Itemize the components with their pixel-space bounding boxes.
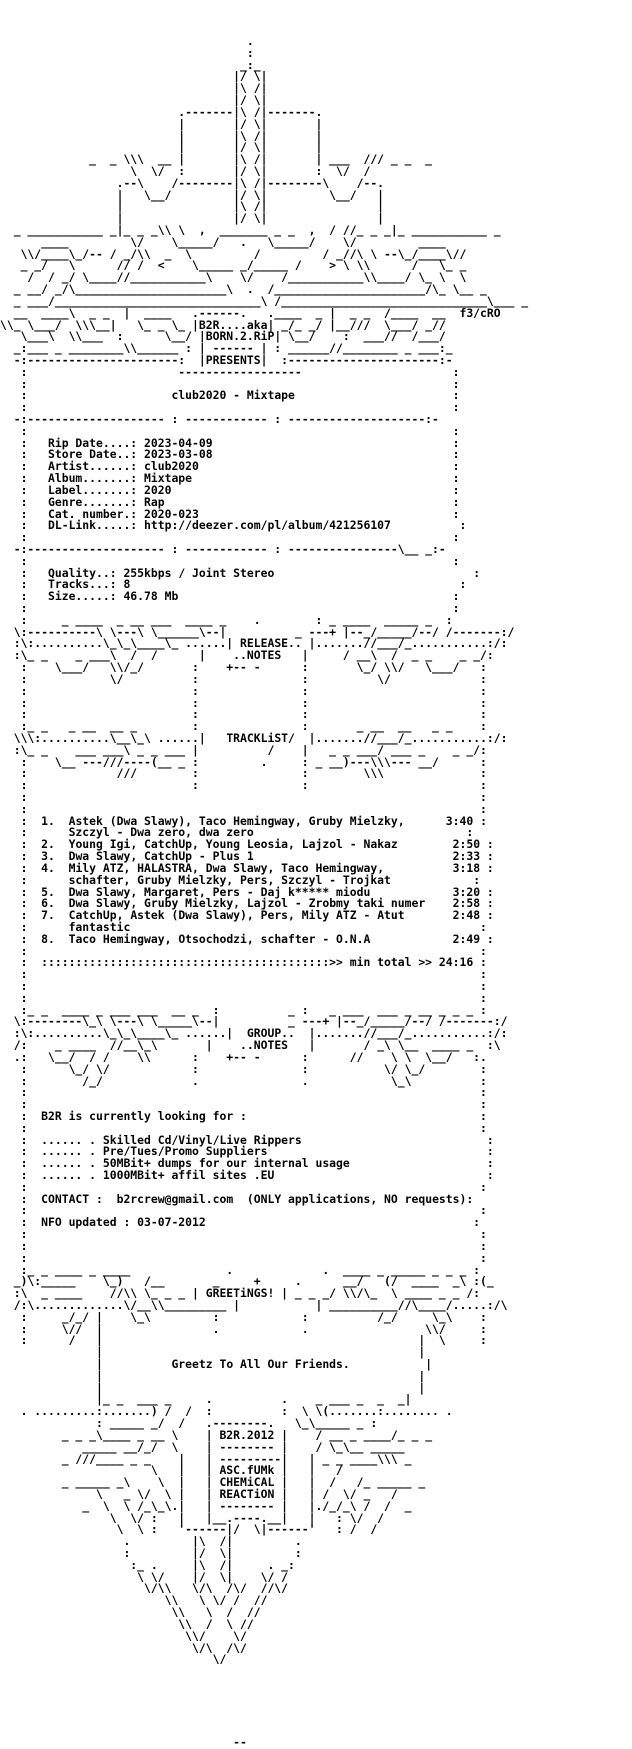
label-value: 2020	[144, 482, 172, 497]
track-row: : 7. CatchUp, Astek (Dwa Slawy), Pers, Mily ATZ - Atut 2:48 :	[0, 908, 494, 923]
ascii-art-line: |/ \|	[0, 93, 268, 108]
cat-number-value: 2020-023	[144, 506, 199, 521]
track-title: Dwa Slawy, CatchUp - Plus 1	[68, 849, 254, 864]
looking-for-text: B2R is currently looking for :	[41, 1108, 247, 1123]
want-item: 50MBit+ dumps for our internal usage	[102, 1156, 350, 1171]
track-time: 3:20	[452, 884, 481, 899]
ascii-art-line: .-------|\ /|-------.	[0, 104, 323, 119]
album-value: Mixtape	[144, 471, 193, 486]
track-row: : 5. Dwa Slawy, Margaret, Pers - Daj k***** miodu 3:20 :	[0, 884, 494, 899]
ascii-art-line: |\ /|	[0, 81, 268, 96]
ascii-art-line: _ ___/______________________________\ /______________________________\___ _	[0, 293, 529, 308]
contact-note: (ONLY applications, NO requests)	[246, 1191, 467, 1206]
ascii-art-line: \ \/ : |/ \| : \/ /	[0, 163, 371, 178]
presents-label: PRESENTS	[205, 352, 261, 367]
ascii-art-line: ____ \/ \_____/ . \_____/ \/ ____	[0, 234, 446, 249]
ascii-art-line: : ------------------ :	[0, 364, 460, 379]
track-number: 4.	[41, 860, 55, 875]
ascii-art-line: .	[0, 36, 254, 48]
track-number: 7.	[41, 908, 55, 923]
rip-date-value: 2023-04-09	[144, 435, 213, 450]
ascii-art-line: \\/____\_/-- / _/\\ _ \ / / _//\ \ --\_/____\//	[0, 246, 467, 261]
want-item: Pre/Tues/Promo Suppliers	[102, 1144, 268, 1159]
ascii-art-line: _ _ \\\ __ | |\ /| | ___ /// _ _ _	[0, 152, 433, 167]
footer-line-2: ASC.fUMk	[219, 1463, 275, 1478]
ascii-art-line: :	[0, 45, 254, 60]
track-row-cont: : schafter, Gruby Mielzky, Pers, Szczyl - Trojkat :	[0, 872, 481, 887]
track-time: 2:48	[452, 908, 481, 923]
contact-email[interactable]: b2rcrew@gmail.com	[116, 1191, 234, 1206]
track-title: Mily ATZ, HALASTRA, Dwa Slawy, Taco Hemingway,	[68, 860, 385, 875]
release-notes-label-1: RELEASE..	[240, 636, 302, 651]
track-number: 5.	[41, 884, 55, 899]
ascii-art-line: | |\ /| |	[0, 128, 323, 143]
track-time: 2:33	[452, 849, 481, 864]
ascii-art-line: | |\ /| |	[0, 199, 385, 214]
track-number: 6.	[41, 896, 55, 911]
track-title-cont: schafter, Gruby Mielzky, Pers, Szczyl - Trojkat	[68, 872, 391, 887]
ascii-art-line: | |/ \| |	[0, 116, 323, 131]
ascii-art-line: | |/ \| |	[0, 140, 323, 155]
track-time: 3:18	[452, 860, 481, 875]
track-title-cont: Szczyl - Dwa zero, dwa zero	[68, 825, 254, 840]
ascii-art-line: / / _/ \____//___________\ \/ /___________\\____/ \_ \ \	[0, 270, 467, 285]
nfo-updated-date: 03-07-2012	[137, 1215, 206, 1230]
track-row: : 2. Young Igi, CatchUp, Young Leosia, Lajzol - Nakaz 2:50 :	[0, 837, 494, 852]
store-date-value: 2023-03-08	[144, 447, 213, 462]
track-row: : 3. Dwa Slawy, CatchUp - Plus 1 2:33 :	[0, 849, 494, 864]
track-number: 2.	[41, 837, 55, 852]
dl-link-value[interactable]: http://deezer.com/pl/album/421256107	[144, 518, 391, 533]
ascii-art-line: _ __/ _/\______________________\ . /______________________/\_ \__ _	[0, 282, 487, 297]
group-notes-label-2: ..NOTES	[240, 1038, 289, 1053]
track-title: Taco Hemingway, Otsochodzi, schafter - O.N.A	[68, 931, 371, 946]
track-title: Dwa Slawy, Gruby Mielzky, Lajzol - Zrobmy taki numer	[68, 896, 426, 911]
genre-value: Rap	[144, 494, 165, 509]
ascii-art-line: | \__/ |/ \| \__/ |	[0, 187, 385, 202]
ascii-art-line: -:----------------------: |PRESENTS| :----------------------:-	[0, 352, 453, 367]
ascii-art-line: _:_	[0, 57, 261, 72]
greetz-text: Greetz To All Our Friends.	[171, 1357, 350, 1371]
track-title-cont: fantastic	[68, 919, 131, 934]
total-time-row: : ::::::::::::::::::::::::::::::::::::::::::>> min total >> 24:16 :	[0, 955, 487, 970]
group-header-line2: BORN.2.RiP	[205, 329, 275, 344]
track-row: : 1. Astek (Dwa Slawy), Taco Hemingway, Gruby Mielzky, 3:40 :	[0, 813, 487, 828]
footer-line-3: CHEMiCAL	[219, 1475, 275, 1490]
track-row-cont: : Szczyl - Dwa zero, dwa zero :	[0, 825, 474, 840]
quality-value: 255kbps / Joint Stereo	[123, 565, 275, 580]
track-row: : 6. Dwa Slawy, Gruby Mielzky, Lajzol - Zrobmy taki numer 2:58 :	[0, 896, 494, 911]
track-title: Dwa Slawy, Margaret, Pers - Daj k***** miodu	[68, 884, 371, 899]
nfo-document: . : _:_ |/ \| |\ /| |/ \| .-------|\ /|-------. | |/ \| | | |\ /| | | |/ \| | _ _ \\\ __ | |\ /| | ___ /// _ _ _ \ \/ : |/ \| : \/ / .--\ /--------|\ /|--------\ /--. | \__/ |/ \| \__/ | | |\ /| | | |/ \| | _ ___________ _|_ _ _\\ \ , _______ _ _ , / //_ _ _|_ ___________ _ ____ \/ \_____/ . \_____/ \/ ____ \\/____\_/-- / _/\\ _ \ / / _//\ \ --\_/____\// _ _/ \ // / < \_____ _/_____ / > \ \\ / \_ _ / / _/ \____//___________\ \/ /___________\\____/ \_ \ \ _ __/ _/\______________________\ . /______________________/\_ \__ _ _ ___/______________________________\ /______________________________\___ _ __ ____\ _ _ | ____ .------. .____ _ | _ _ /____ __ f3/cRO \\_ \___/ \\\__| \_ _ \_ |B2R....aka| _/_ _/ |__/// \___/ _// \___\ \\___ : \__/ |BORN.2.RiP| \__/ : ___// /___/ _:___ _ ________\\______ : | ------ | : ______//________ _ ___:_ -:----------------------: |PRESENTS| :----------------------:- : ------------------ : : : : club2020 - Mixtape : : : -:-------------------- : ------------ : --------------------:- : : : Rip Date....: 2023-04-09 : : Store Date..: 2023-03-08 : : Artist......: club2020 : : Album.......: Mixtape : : Label.......: 2020 : : Genre.......: Rap : : Cat. number.: 2020-023 : : DL-Link.....: http://deezer.com/pl/album/421256107 : : : -:-------------------- : ------------ : ----------------\__ _:- : : : Quality..: 255kbps / Joint Stereo : : Tracks...: 8 : : Size.....: 46.78 Mb : : : : _ ____ _ __ ___ ____ _ . : _ ____ _____ _ : \:----------\ \---\ \______\--| _ ---+ |--_/_____/--/ /-------:/ :\:..........\_\_\____\_ ......| RELEASE.. |.......//___/_...........:/: :\_ _ _ ___\ / / | ..NOTES | / __\ / _ _ _ _/: : \___/ \\/_/ : +-- - : \_/ \\/ \___/ : : \/ : : \/ : : : : : : : : : : : : : :_ _ _ __ __ _ : : _ __ __ _ _ : \\\:..........\__\_\ ......| TRACKLiST/ |.......//___/_...........:/: :\_ _ ___ ___\ _ _ ___ | / | _ _ ___/ ___ _ _ _/: : \__ ---///----(__ _ : . : _ __)---\\\--- __/ : : /// : : \\\ : : : : : : : : : : 1. Astek (Dwa Slawy), Taco Hemingway, Gruby Mielzky, 3:40 : : Szczyl - Dwa zero, dwa zero : : 2. Young Igi, CatchUp, Young Leosia, Lajzol - Nakaz 2:50 : : 3. Dwa Slawy, CatchUp - Plus 1 2:33 : : 4. Mily ATZ, HALASTRA, Dwa Slawy, Taco Hemingway, 3:18 : : schafter, Gruby Mielzky, Pers, Szczyl - Trojkat : : 5. Dwa Slawy, Margaret, Pers - Daj k***** miodu 3:20 : : 6. Dwa Slawy, Gruby Mielzky, Lajzol - Zrobmy taki numer 2:58 : : 7. CatchUp, Astek (Dwa Slawy), Pers, Mily ATZ - Atut 2:48 : : fantastic : : 8. Taco Hemingway, Otsochodzi, schafter - O.N.A 2:49 : : : : ::::::::::::::::::::::::::::::::::::::::::>> min total >> 24:16 : : : : : : : :_ _ ____ _ ___ ___ __ _ : _ : _ ___ ___ _ __ _ _ _ : \:--------\_\ \---\ \_____\--| _ ---+ |--_/_____/--/ /-------:/ :\:..........\_\_\____\_ ......| GROUP.. |.......//___/_...........:/: /: _ ____ //__\_\ | ..NOTES | / _\ \__ ____ _ :\ .: \__/ / / \\ : +-- - : // \ \ \__/ :. : \_/ \/ : : \/ \_/ : : /_/ . . \_\ : : : : : : B2R is currently looking for : : : : : ...... . Skilled Cd/Vinyl/Live Rippers : : ...... . Pre/Tues/Promo Suppliers : : ...... . 50MBit+ dumps for our internal usage : : ...... . 1000MBit+ affil sites .EU : : : : CONTACT : b2rcrew@gmail.com (ONLY applications, NO requests): : : : NFO updated : 03-07-2012 : : : : : : : :_ _ ____ _ ____ . . ____ _ _____ _ _ _ : _)\:_____ \_) /__ _ + . __/ (/ ____ _\ :(_ :\ _ ____ //\\ \_ _ _ | GREETiNGS! | _ _ _/ \\/\_ \ ____ _ _ /: /:\.............\/__\\_________ | | __________//\____/.....:/\ : _/_/ | \_\ : : /_/ \_\ : : \// | . . \\/ : : / | | \ : | | | Greetz To All Our Friends. | | | | | |_ _ ___ _ . . _ ___ _ _ _| . .........:.......) / / : : \ \(.......:........ . : _____ _/ / .--------. \_\_____ _ : _ _ _\____ _ __ \ | B2R.2012 | / __ _ ____/_ _ _ _____ __/_/ \ | -------- | / \_\__ _____ _ ///____ _ _ | | ---------| | _ _ ____\\\ _ \ | | ASC.fUMk | | / _ _____ _\ \ | | CHEMiCAL | | / /_ _____ _ \ _ \/ \ | | REACTiON | | / \/ _ / _ \ \ /_\_\.| | -------- | |./_/_\ / / _ \ \/ : | |__.----.__| | : \/ / \ \ : '------|/ \|------' : / / . |\ /| . : |/ \| : :_ . |\ /| . _: \ \/ |/ \| \/ / \/\\ \/\ /\/ //\/ \\ \ \/ / // \\ \ / // \\ / \ // \\/ \/ \/\ /\/ \/ --	[0, 36, 632, 1749]
greetings-label: GREETiNGS!	[205, 1286, 275, 1301]
track-time: 2:50	[452, 837, 481, 852]
footer-line-4: REACTiON	[219, 1486, 275, 1501]
track-number: 1.	[41, 813, 55, 828]
ascii-art-line: _ _/ \ // / < \_____ _/_____ / > \ \\ / \_ _	[0, 258, 467, 273]
track-title: CatchUp, Astek (Dwa Slawy), Pers, Mily ATZ - Atut	[68, 908, 405, 923]
track-title: Young Igi, CatchUp, Young Leosia, Lajzol - Nakaz	[68, 837, 398, 852]
release-title: club2020 - Mixtape	[171, 388, 295, 403]
track-row-cont: : fantastic :	[0, 919, 487, 934]
ascii-art-line: __ ____\ _ _ | ____ .------. .____ _ | _ _ /____ __ f3/cRO	[0, 305, 501, 320]
ascii-art-line: _:___ _ ________\\______ : | ------ | : ______//________ _ ___:_	[0, 341, 453, 356]
release-notes-label-2: ..NOTES	[233, 648, 282, 663]
nfo-signature: f3/cRO	[459, 305, 501, 320]
footer-line-1: B2R.2012	[219, 1427, 275, 1442]
track-title: Astek (Dwa Slawy), Taco Hemingway, Gruby Mielzky,	[68, 813, 405, 828]
total-time: 24:16	[438, 955, 474, 970]
want-item: Skilled Cd/Vinyl/Live Rippers	[102, 1132, 302, 1147]
track-row: : 4. Mily ATZ, HALASTRA, Dwa Slawy, Taco Hemingway, 3:18 :	[0, 860, 494, 875]
group-notes-label-1: GROUP..	[246, 1026, 295, 1041]
want-item: 1000MBit+ affil sites .EU	[102, 1168, 275, 1182]
ascii-art-line: .--\ /--------|\ /|--------\ /--.	[0, 175, 385, 190]
track-time: 2:49	[452, 931, 481, 946]
tracks-value: 8	[123, 577, 131, 592]
artist-value: club2020	[144, 459, 199, 474]
ascii-art-line: _ ___________ _|_ _ _\\ \ , _______ _ _ , / //_ _ _|_ ___________ _	[0, 223, 501, 237]
tracklist-label: TRACKLiST	[226, 730, 289, 745]
ascii-art-line: \\_ \___/ \\\__| \_ _ \_ |B2R....aka| _/_ _/ |__/// \___/ _//	[0, 317, 446, 332]
group-header-line1: B2R....aka	[198, 317, 268, 332]
ascii-art-line: \___\ \\___ : \__/ |BORN.2.RiP| \__/ : ___// /___/	[0, 329, 446, 344]
track-row: : 8. Taco Hemingway, Otsochodzi, schafter - O.N.A 2:49 :	[0, 931, 494, 946]
track-time: 2:58	[452, 896, 481, 911]
track-number: 8.	[41, 931, 55, 946]
ascii-art-line: | |/ \| |	[0, 211, 385, 226]
track-time: 3:40	[445, 813, 474, 828]
ascii-art-line: |/ \|	[0, 69, 268, 84]
track-number: 3.	[41, 849, 55, 864]
size-value: 46.78 Mb	[123, 589, 179, 604]
